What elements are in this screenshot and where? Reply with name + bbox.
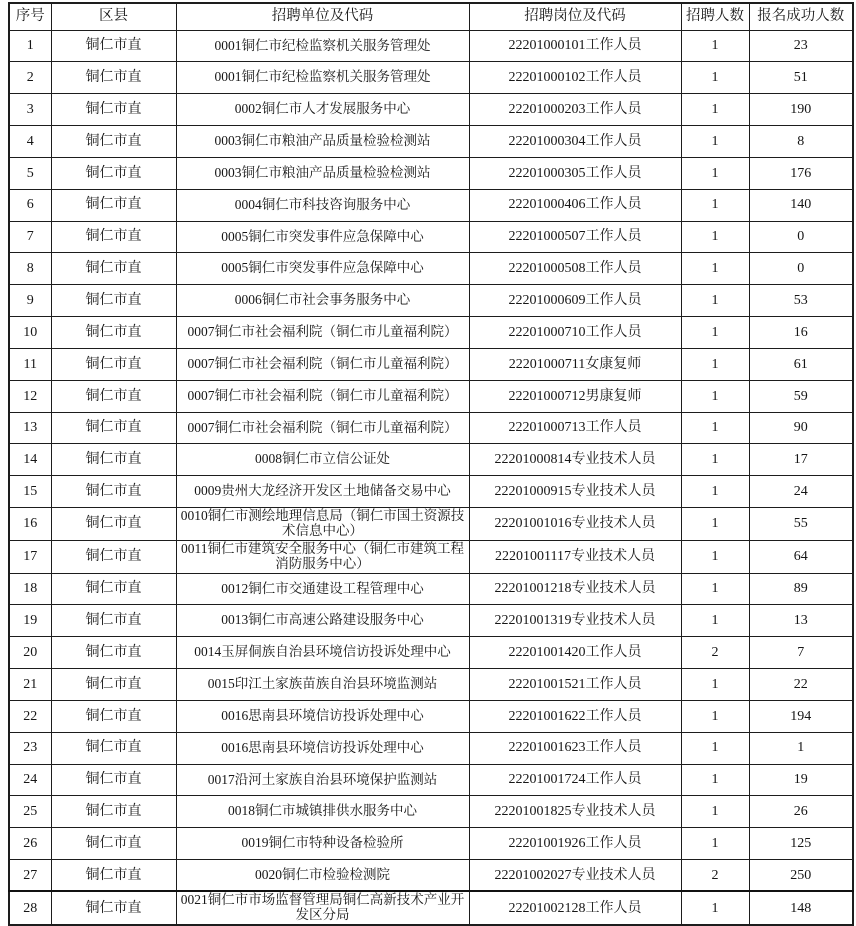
cell-applicant-count: 176 (749, 157, 853, 189)
cell-position: 22201000507工作人员 (469, 221, 681, 253)
cell-district: 铜仁市直 (51, 285, 176, 317)
table-row (9, 573, 853, 605)
cell-unit: 0005铜仁市突发事件应急保障中心 (176, 221, 469, 253)
cell-unit: 0012铜仁市交通建设工程管理中心 (176, 573, 469, 605)
table-row (9, 669, 853, 701)
cell-unit: 0020铜仁市检验检测院 (176, 860, 469, 892)
cell-serial: 14 (9, 444, 51, 476)
cell-serial: 10 (9, 317, 51, 349)
cell-serial: 5 (9, 157, 51, 189)
cell-unit: 0013铜仁市高速公路建设服务中心 (176, 605, 469, 637)
cell-serial: 23 (9, 732, 51, 764)
table-row (9, 891, 853, 925)
table-row (9, 476, 853, 508)
cell-applicant-count: 53 (749, 285, 853, 317)
cell-applicant-count: 194 (749, 700, 853, 732)
cell-serial: 19 (9, 605, 51, 637)
cell-district: 铜仁市直 (51, 189, 176, 221)
cell-applicant-count: 190 (749, 94, 853, 126)
cell-position: 22201001521工作人员 (469, 669, 681, 701)
cell-district: 铜仁市直 (51, 157, 176, 189)
cell-position: 22201000713工作人员 (469, 412, 681, 444)
cell-recruit-count: 1 (681, 476, 749, 508)
table-row (9, 126, 853, 158)
cell-district: 铜仁市直 (51, 444, 176, 476)
cell-serial: 15 (9, 476, 51, 508)
table-row (9, 380, 853, 412)
cell-unit: 0018铜仁市城镇排供水服务中心 (176, 796, 469, 828)
table-row (9, 700, 853, 732)
cell-unit: 0006铜仁市社会事务服务中心 (176, 285, 469, 317)
cell-position: 22201001825专业技术人员 (469, 796, 681, 828)
cell-serial: 16 (9, 508, 51, 541)
cell-recruit-count: 1 (681, 605, 749, 637)
table-row (9, 62, 853, 94)
cell-applicant-count: 0 (749, 253, 853, 285)
cell-unit: 0014玉屏侗族自治县环境信访投诉处理中心 (176, 637, 469, 669)
cell-recruit-count: 1 (681, 669, 749, 701)
cell-position: 22201000203工作人员 (469, 94, 681, 126)
cell-position: 22201000406工作人员 (469, 189, 681, 221)
cell-position: 22201002128工作人员 (469, 891, 681, 925)
table-row (9, 157, 853, 189)
table-row (9, 828, 853, 860)
cell-unit: 0008铜仁市立信公证处 (176, 444, 469, 476)
cell-recruit-count: 1 (681, 348, 749, 380)
table-row (9, 412, 853, 444)
cell-district: 铜仁市直 (51, 380, 176, 412)
cell-unit: 0005铜仁市突发事件应急保障中心 (176, 253, 469, 285)
cell-recruit-count: 1 (681, 412, 749, 444)
col-header-applicant-count: 报名成功人数 (749, 3, 853, 30)
cell-unit: 0002铜仁市人才发展服务中心 (176, 94, 469, 126)
cell-recruit-count: 1 (681, 540, 749, 573)
cell-applicant-count: 16 (749, 317, 853, 349)
cell-position: 22201001319专业技术人员 (469, 605, 681, 637)
cell-serial: 17 (9, 540, 51, 573)
cell-serial: 20 (9, 637, 51, 669)
table-row (9, 860, 853, 892)
cell-unit: 0016思南县环境信访投诉处理中心 (176, 732, 469, 764)
cell-applicant-count: 148 (749, 891, 853, 925)
cell-applicant-count: 19 (749, 764, 853, 796)
cell-applicant-count: 64 (749, 540, 853, 573)
cell-serial: 24 (9, 764, 51, 796)
cell-position: 22201001623工作人员 (469, 732, 681, 764)
cell-position: 22201000814专业技术人员 (469, 444, 681, 476)
cell-position: 22201001218专业技术人员 (469, 573, 681, 605)
cell-position: 22201000915专业技术人员 (469, 476, 681, 508)
cell-applicant-count: 59 (749, 380, 853, 412)
cell-recruit-count: 2 (681, 860, 749, 892)
cell-unit: 0011铜仁市建筑安全服务中心（铜仁市建筑工程消防服务中心） (176, 540, 469, 573)
cell-recruit-count: 1 (681, 380, 749, 412)
cell-recruit-count: 1 (681, 30, 749, 62)
cell-position: 22201000102工作人员 (469, 62, 681, 94)
cell-unit: 0016思南县环境信访投诉处理中心 (176, 700, 469, 732)
cell-recruit-count: 1 (681, 157, 749, 189)
cell-district: 铜仁市直 (51, 764, 176, 796)
cell-recruit-count: 1 (681, 126, 749, 158)
table-row (9, 348, 853, 380)
cell-unit: 0015印江土家族苗族自治县环境监测站 (176, 669, 469, 701)
cell-unit: 0021铜仁市市场监督管理局铜仁高新技术产业开发区分局 (176, 891, 469, 925)
cell-district: 铜仁市直 (51, 796, 176, 828)
cell-serial: 12 (9, 380, 51, 412)
cell-serial: 13 (9, 412, 51, 444)
table-row (9, 285, 853, 317)
cell-recruit-count: 1 (681, 94, 749, 126)
cell-recruit-count: 1 (681, 764, 749, 796)
table-row (9, 605, 853, 637)
cell-serial: 21 (9, 669, 51, 701)
cell-position: 22201000712男康复师 (469, 380, 681, 412)
cell-recruit-count: 1 (681, 317, 749, 349)
cell-applicant-count: 8 (749, 126, 853, 158)
cell-recruit-count: 1 (681, 828, 749, 860)
cell-recruit-count: 1 (681, 573, 749, 605)
cell-serial: 28 (9, 891, 51, 925)
cell-position: 22201000711女康复师 (469, 348, 681, 380)
cell-applicant-count: 125 (749, 828, 853, 860)
cell-recruit-count: 1 (681, 891, 749, 925)
cell-applicant-count: 55 (749, 508, 853, 541)
cell-recruit-count: 1 (681, 700, 749, 732)
table-row (9, 253, 853, 285)
cell-district: 铜仁市直 (51, 126, 176, 158)
cell-applicant-count: 22 (749, 669, 853, 701)
cell-unit: 0007铜仁市社会福利院（铜仁市儿童福利院） (176, 412, 469, 444)
cell-district: 铜仁市直 (51, 605, 176, 637)
cell-district: 铜仁市直 (51, 94, 176, 126)
cell-position: 22201001016专业技术人员 (469, 508, 681, 541)
cell-applicant-count: 13 (749, 605, 853, 637)
table-row (9, 540, 853, 573)
cell-unit: 0003铜仁市粮油产品质量检验检测站 (176, 126, 469, 158)
cell-applicant-count: 250 (749, 860, 853, 892)
cell-unit: 0010铜仁市测绘地理信息局（铜仁市国土资源技术信息中心） (176, 508, 469, 541)
cell-applicant-count: 140 (749, 189, 853, 221)
cell-position: 22201000508工作人员 (469, 253, 681, 285)
cell-unit: 0007铜仁市社会福利院（铜仁市儿童福利院） (176, 380, 469, 412)
cell-district: 铜仁市直 (51, 860, 176, 892)
cell-district: 铜仁市直 (51, 891, 176, 925)
cell-serial: 3 (9, 94, 51, 126)
cell-district: 铜仁市直 (51, 30, 176, 62)
cell-applicant-count: 61 (749, 348, 853, 380)
cell-unit: 0017沿河土家族自治县环境保护监测站 (176, 764, 469, 796)
cell-applicant-count: 23 (749, 30, 853, 62)
cell-recruit-count: 1 (681, 221, 749, 253)
cell-unit: 0001铜仁市纪检监察机关服务管理处 (176, 30, 469, 62)
cell-unit: 0003铜仁市粮油产品质量检验检测站 (176, 157, 469, 189)
table-row (9, 637, 853, 669)
cell-serial: 25 (9, 796, 51, 828)
cell-serial: 1 (9, 30, 51, 62)
table-row (9, 189, 853, 221)
cell-district: 铜仁市直 (51, 573, 176, 605)
col-header-unit: 招聘单位及代码 (176, 3, 469, 30)
cell-serial: 6 (9, 189, 51, 221)
cell-applicant-count: 51 (749, 62, 853, 94)
cell-district: 铜仁市直 (51, 62, 176, 94)
cell-recruit-count: 1 (681, 62, 749, 94)
cell-serial: 26 (9, 828, 51, 860)
cell-applicant-count: 1 (749, 732, 853, 764)
table-row (9, 30, 853, 62)
cell-recruit-count: 2 (681, 637, 749, 669)
cell-position: 22201001622工作人员 (469, 700, 681, 732)
cell-applicant-count: 17 (749, 444, 853, 476)
cell-unit: 0019铜仁市特种设备检验所 (176, 828, 469, 860)
cell-district: 铜仁市直 (51, 540, 176, 573)
cell-district: 铜仁市直 (51, 828, 176, 860)
cell-district: 铜仁市直 (51, 637, 176, 669)
cell-serial: 8 (9, 253, 51, 285)
cell-district: 铜仁市直 (51, 476, 176, 508)
cell-recruit-count: 1 (681, 285, 749, 317)
cell-position: 22201000609工作人员 (469, 285, 681, 317)
cell-serial: 18 (9, 573, 51, 605)
table-row (9, 796, 853, 828)
table-row (9, 732, 853, 764)
cell-applicant-count: 26 (749, 796, 853, 828)
cell-district: 铜仁市直 (51, 700, 176, 732)
cell-district: 铜仁市直 (51, 253, 176, 285)
col-header-serial: 序号 (9, 3, 51, 30)
col-header-position: 招聘岗位及代码 (469, 3, 681, 30)
table-row (9, 444, 853, 476)
cell-unit: 0007铜仁市社会福利院（铜仁市儿童福利院） (176, 348, 469, 380)
cell-serial: 4 (9, 126, 51, 158)
cell-applicant-count: 90 (749, 412, 853, 444)
cell-position: 22201001724工作人员 (469, 764, 681, 796)
cell-position: 22201001117专业技术人员 (469, 540, 681, 573)
cell-district: 铜仁市直 (51, 348, 176, 380)
col-header-recruit-count: 招聘人数 (681, 3, 749, 30)
cell-serial: 27 (9, 860, 51, 892)
col-header-district: 区县 (51, 3, 176, 30)
cell-serial: 22 (9, 700, 51, 732)
cell-position: 22201001926工作人员 (469, 828, 681, 860)
table-row (9, 94, 853, 126)
cell-district: 铜仁市直 (51, 508, 176, 541)
cell-position: 22201002027专业技术人员 (469, 860, 681, 892)
cell-recruit-count: 1 (681, 253, 749, 285)
table-row (9, 221, 853, 253)
cell-position: 22201000305工作人员 (469, 157, 681, 189)
cell-unit: 0001铜仁市纪检监察机关服务管理处 (176, 62, 469, 94)
cell-serial: 9 (9, 285, 51, 317)
cell-serial: 7 (9, 221, 51, 253)
cell-recruit-count: 1 (681, 732, 749, 764)
cell-serial: 2 (9, 62, 51, 94)
recruitment-table (8, 2, 854, 926)
cell-district: 铜仁市直 (51, 221, 176, 253)
cell-unit: 0009贵州大龙经济开发区土地储备交易中心 (176, 476, 469, 508)
cell-position: 22201000710工作人员 (469, 317, 681, 349)
cell-serial: 11 (9, 348, 51, 380)
table-row (9, 764, 853, 796)
table-row (9, 508, 853, 541)
cell-unit: 0007铜仁市社会福利院（铜仁市儿童福利院） (176, 317, 469, 349)
cell-position: 22201000101工作人员 (469, 30, 681, 62)
cell-recruit-count: 1 (681, 508, 749, 541)
cell-applicant-count: 7 (749, 637, 853, 669)
table-row (9, 317, 853, 349)
header-row (9, 3, 853, 30)
cell-applicant-count: 24 (749, 476, 853, 508)
cell-recruit-count: 1 (681, 796, 749, 828)
cell-position: 22201000304工作人员 (469, 126, 681, 158)
cell-unit: 0004铜仁市科技咨询服务中心 (176, 189, 469, 221)
cell-district: 铜仁市直 (51, 669, 176, 701)
cell-district: 铜仁市直 (51, 732, 176, 764)
cell-applicant-count: 0 (749, 221, 853, 253)
cell-position: 22201001420工作人员 (469, 637, 681, 669)
cell-district: 铜仁市直 (51, 412, 176, 444)
cell-recruit-count: 1 (681, 444, 749, 476)
cell-recruit-count: 1 (681, 189, 749, 221)
cell-district: 铜仁市直 (51, 317, 176, 349)
cell-applicant-count: 89 (749, 573, 853, 605)
